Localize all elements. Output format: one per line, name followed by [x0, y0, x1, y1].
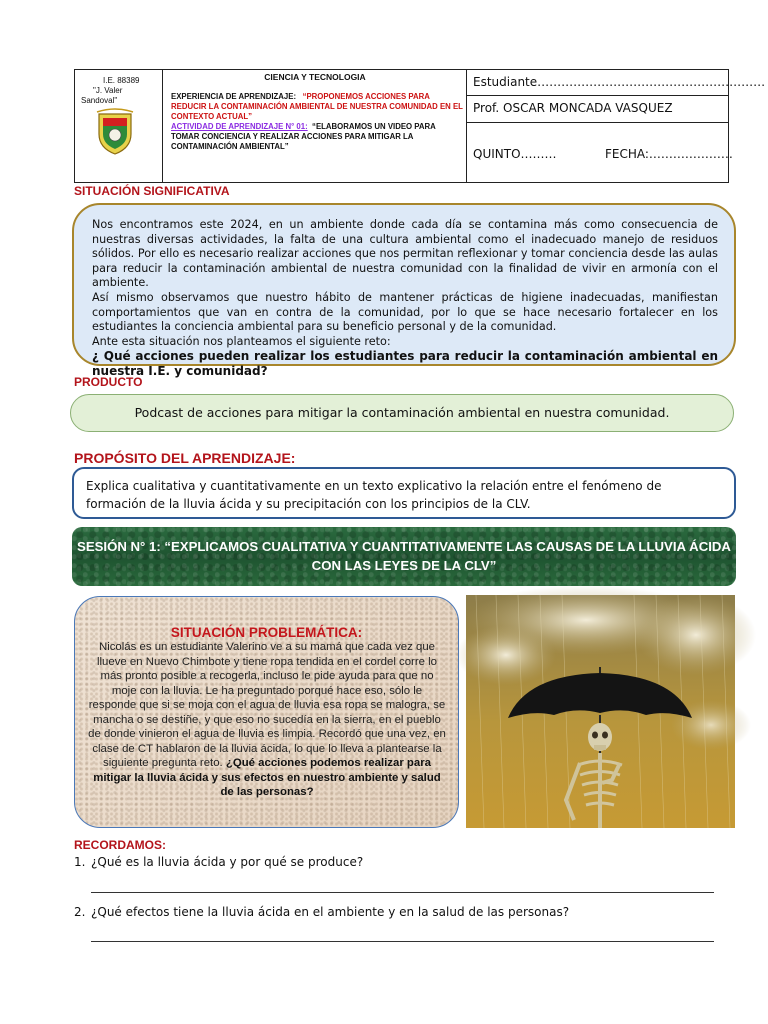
school-line-2: "J. Valer [93, 86, 123, 95]
situacion-paragraph-3: Ante esta situación nos planteamos el siguiente reto: [92, 334, 391, 348]
question-2 [74, 905, 569, 919]
school-line-1: I.E. 88389 [103, 76, 140, 85]
problematica-body: Nicolás es un estudiante Valerino ve a su mamá que cada vez que llueve en Nuevo Chimbote y tiene ropa tendida en el cordel corre lo más pronto posible a recogerla, incluso le pide ayuda para que no moje con la lluvia. Le ha preguntado porqué hace eso, sólo le responde que si se moja con el agua de lluvia esa ropa se malogra, se mancha o se destiñe, y que eso no sucedía en la sierra, en el pueblo de donde vinieron el agua de lluvia es limpia. Recordó que una vez, en clase de CT hablaron de la lluvia ácida, lo que lo lleva a plantearse la siguiente pregunta reto. [88, 641, 446, 769]
activity-label: ACTIVIDAD DE APRENDIZAJE N° 01: [171, 122, 308, 131]
producto-box: Podcast de acciones para mitigar la contaminación ambiental en nuestra comunidad. [70, 394, 734, 432]
situacion-paragraph-1: Nos encontramos este 2024, en un ambiente donde cada día se contamina más como consecuencia de nuestras diversas actividades, la falta de una cultura ambiental como el inadecuado manejo de residuos sólidos. Por ello es necesario realizar acciones que nos permitan reflexionar y tomar conciencia desde las aulas para reducir la contaminación ambiental de nuestra comunidad con la finalidad de vivir en armonía con el ambiente. [92, 218, 718, 290]
session-title-bar: SESIÓN N° 1: “EXPLICAMOS CUALITATIVA Y CUANTITATIVAMENTE LAS CAUSAS DE LA LLUVIA ÁCIDA CON LAS LEYES DE LA CLV” [72, 527, 736, 586]
question-1-text: ¿Qué es la lluvia ácida y por qué se produce? [91, 855, 364, 869]
question-1-number: 1. [74, 855, 86, 869]
question-2-text: ¿Qué efectos tiene la lluvia ácida en el ambiente y en la salud de las personas? [91, 905, 570, 919]
answer-line-1[interactable] [91, 892, 714, 893]
recordamos-title: RECORDAMOS: [74, 838, 166, 852]
situacion-title: SITUACIÓN SIGNIFICATIVA [74, 184, 230, 198]
proposito-title: PROPÓSITO DEL APRENDIZAJE: [74, 450, 296, 466]
header-table [74, 69, 766, 183]
acid-rain-skeleton-image [466, 595, 735, 828]
teacher-name: Prof. OSCAR MONCADA VASQUEZ [467, 96, 728, 123]
question-2-number: 2. [74, 905, 86, 919]
answer-line-2[interactable] [91, 941, 714, 942]
situacion-question: ¿ Qué acciones pueden realizar los estudiantes para reducir la contaminación ambiental en nuestra I.E. y comunidad? [92, 349, 718, 378]
producto-title: PRODUCTO [74, 375, 143, 389]
situacion-content [92, 218, 718, 378]
school-line-3: Sandoval" [81, 96, 118, 105]
question-1 [74, 855, 363, 869]
problematica-text [87, 640, 447, 800]
grade-field[interactable]: QUINTO……… [473, 147, 557, 161]
student-field[interactable]: Estudiante………………………………………………… [467, 70, 728, 96]
date-field[interactable]: FECHA:………………… [605, 147, 733, 161]
title-cell [163, 70, 467, 182]
situacion-paragraph-2: Así mismo observamos que nuestro hábito de mantener prácticas de higiene inadecuadas, manifiestan comportamientos que van en contra de la comunidad, por lo que se hace necesario fortalecer en los estudiantes la conciencia ambiental para su beneficio personal y de la comunidad. [92, 290, 718, 334]
school-name [79, 76, 159, 106]
subject-title: CIENCIA Y TECNOLOGIA [264, 72, 366, 82]
student-info-cell [467, 70, 766, 182]
experience-title: “PROPONEMOS ACCIONES PARA REDUCIR LA CONTAMINACIÓN AMBIENTAL DE NUESTRA COMUNIDAD EN EL CONTEXTO ACTUAL” [171, 92, 463, 121]
experience-label: EXPERIENCIA DE APRENDIZAJE: [171, 92, 297, 101]
situacion-box [72, 203, 736, 378]
problematica-box [74, 596, 459, 828]
activity-title: “ELABORAMOS UN VIDEO PARA TOMAR CONCIENCIA Y REALIZAR ACCIONES PARA MITIGAR LA CONTAMINACIÓN AMBIENTAL” [171, 122, 436, 151]
grade-date-row [467, 123, 733, 182]
problematica-question: ¿Qué acciones podemos realizar para mitigar la lluvia ácida y sus efectos en nuestro ambiente y salud de las personas? [93, 757, 441, 798]
proposito-box: Explica cualitativa y cuantitativamente en un texto explicativo la relación entre el fenómeno de formación de la lluvia ácida y su precipitación con los principios de la CLV. [72, 467, 736, 519]
experience-block [171, 92, 463, 152]
school-cell [75, 70, 163, 182]
school-crest-icon [95, 108, 135, 156]
problematica-title: SITUACIÓN PROBLEMÁTICA: [170, 625, 363, 640]
